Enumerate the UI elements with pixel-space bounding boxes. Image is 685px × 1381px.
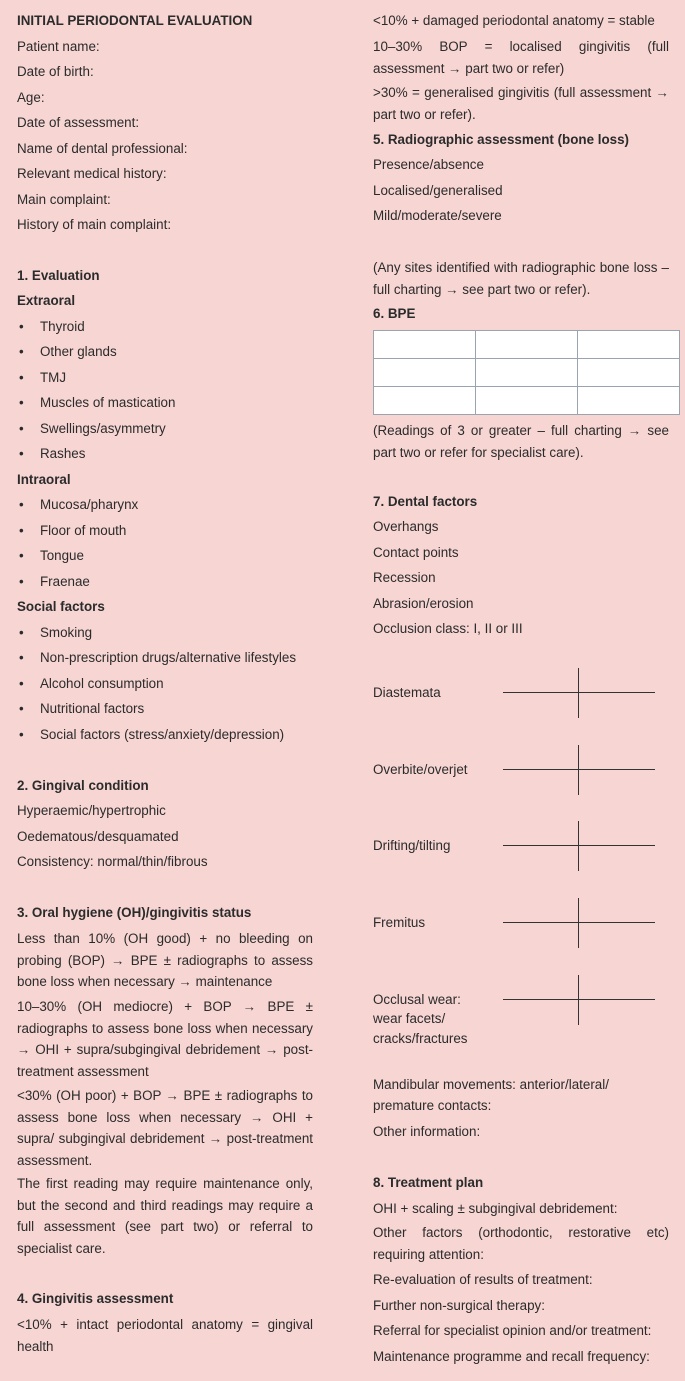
diastemata-quadrant-cross [503,668,655,718]
list-item: • Swellings/asymmetry [17,421,166,437]
section-2-heading: 2. Gingival condition [17,778,149,793]
drifting-quadrant-cross [503,821,655,871]
section-1-heading: 1. Evaluation [17,268,100,283]
fremitus-label: Fremitus [373,915,426,930]
list-item: • Muscles of mastication [17,395,175,411]
field-dental-professional: Name of dental professional: [17,141,188,156]
bpe-note: (Readings of 3 or greater – full charting → see part two or refer for specialist care). [373,423,669,460]
treatment-line: Referral for specialist opinion and/or treatment: [373,1323,652,1338]
bpe-cell[interactable] [476,331,578,359]
treatment-paragraph: Other factors (orthodontic, restorative etc) requiring attention: [373,1225,669,1262]
drifting-label: Drifting/tilting [373,838,451,853]
gingivitis-paragraph-3: 10–30% BOP = localised gingivitis (full assessment → part two or refer) [373,39,669,76]
extraoral-heading: Extraoral [17,293,76,308]
list-item: • Rashes [17,446,85,462]
gingival-line: Consistency: normal/thin/fibrous [17,854,208,869]
oh-paragraph-4: The first reading may require maintenance only, but the second and third readings may require a full assessment (see part two) or referral to specialist care. [17,1176,313,1256]
social-heading: Social factors [17,599,105,614]
occlusal-label-2: wear facets/ [373,1011,446,1026]
occlusal-label-1: Occlusal wear: [373,992,461,1007]
list-item: • TMJ [17,370,66,386]
list-item: • Fraenae [17,574,90,590]
dental-factor-line: Abrasion/erosion [373,596,474,611]
bpe-cell[interactable] [578,387,680,415]
dental-factor-line: Overhangs [373,519,439,534]
bpe-cell[interactable] [374,359,476,387]
gingival-line: Oedematous/desquamated [17,829,179,844]
treatment-line: Further non-surgical therapy: [373,1298,545,1313]
list-item: • Nutritional factors [17,701,144,717]
occlusal-label-3: cracks/fractures [373,1031,468,1046]
field-patient-name: Patient name: [17,39,100,54]
list-item: • Alcohol consumption [17,676,164,692]
bpe-cell[interactable] [374,387,476,415]
field-date-of-birth: Date of birth: [17,64,94,79]
radiographic-line: Localised/generalised [373,183,503,198]
field-main-complaint: Main complaint: [17,192,111,207]
bpe-cell[interactable] [578,359,680,387]
treatment-line: OHI + scaling ± subgingival debridement: [373,1201,618,1216]
dental-factor-line: Recession [373,570,436,585]
list-item: • Smoking [17,625,92,641]
form-title: INITIAL PERIODONTAL EVALUATION [17,13,253,28]
bpe-cell[interactable] [578,331,680,359]
list-item: • Other glands [17,344,117,360]
oh-paragraph-1: Less than 10% (OH good) + no bleeding on probing (BOP) → BPE ± radiographs to assess bone loss when necessary → maintenance [17,931,313,989]
gingivitis-paragraph-4: >30% = generalised gingivitis (full assessment → part two or refer). [373,85,669,122]
section-4-heading: 4. Gingivitis assessment [17,1291,174,1306]
occlusal-wear-quadrant-cross [503,975,655,1025]
section-6-heading: 6. BPE [373,306,416,321]
section-3-heading: 3. Oral hygiene (OH)/gingivitis status [17,905,252,920]
list-item: • Social factors (stress/anxiety/depression) [17,727,284,743]
field-date-of-assessment: Date of assessment: [17,115,140,130]
overbite-label: Overbite/overjet [373,762,468,777]
gingivitis-paragraph-2: <10% + damaged periodontal anatomy = stable [373,13,655,28]
radiographic-line: Mild/moderate/severe [373,208,502,223]
bpe-cell[interactable] [374,331,476,359]
mandibular-line-1: Mandibular movements: anterior/lateral/ [373,1077,609,1092]
dental-factor-line: Occlusion class: I, II or III [373,621,523,636]
oh-paragraph-2: 10–30% (OH mediocre) + BOP → BPE ± radiographs to assess bone loss when necessary → OHI + supra/subgingival debridement → post-treatment assessment [17,999,313,1079]
gingivitis-paragraph-1: <10% + intact periodontal anatomy = gingival health [17,1317,313,1354]
field-age: Age: [17,90,45,105]
field-medical-history: Relevant medical history: [17,166,167,181]
field-history-complaint: History of main complaint: [17,217,172,232]
treatment-line: Re-evaluation of results of treatment: [373,1272,593,1287]
section-8-heading: 8. Treatment plan [373,1175,484,1190]
mandibular-line-2: premature contacts: [373,1098,492,1113]
section-7-heading: 7. Dental factors [373,494,478,509]
other-information: Other information: [373,1124,481,1139]
bpe-cell[interactable] [476,359,578,387]
gingival-line: Hyperaemic/hypertrophic [17,803,166,818]
bpe-cell[interactable] [476,387,578,415]
section-5-heading: 5. Radiographic assessment (bone loss) [373,132,629,147]
list-item: • Floor of mouth [17,523,126,539]
oh-paragraph-3: <30% (OH poor) + BOP → BPE ± radiographs to assess bone loss when necessary → OHI + supra/ subgingival debridement → post-treatment assessment. [17,1088,313,1168]
radiographic-line: Presence/absence [373,157,484,172]
diastemata-label: Diastemata [373,685,441,700]
treatment-line: Maintenance programme and recall frequency: [373,1349,650,1364]
list-item: • Thyroid [17,319,85,335]
radiographic-note: (Any sites identified with radiographic bone loss – full charting → see part two or refer). [373,260,669,297]
bpe-grid [373,330,680,415]
list-item: • Mucosa/pharynx [17,497,138,513]
dental-factor-line: Contact points [373,545,459,560]
list-item: • Non-prescription drugs/alternative lifestyles [17,650,296,666]
overbite-quadrant-cross [503,745,655,795]
list-item: • Tongue [17,548,84,564]
fremitus-quadrant-cross [503,898,655,948]
intraoral-heading: Intraoral [17,472,71,487]
